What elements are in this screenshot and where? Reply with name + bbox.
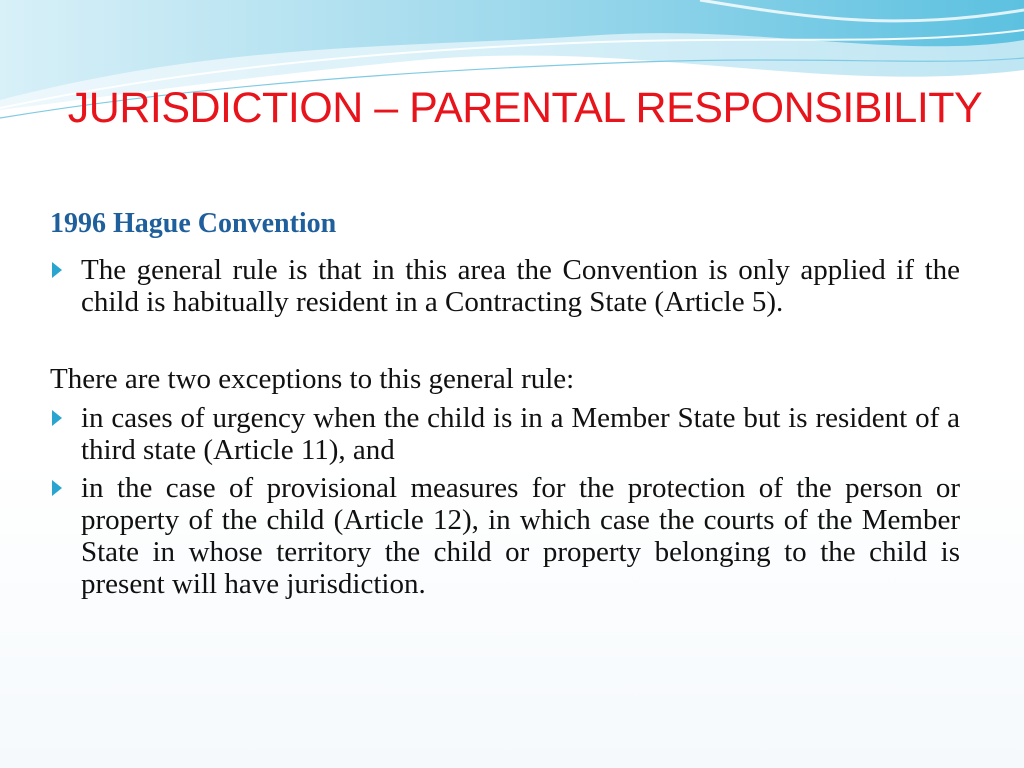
bullet-text: in the case of provisional measures for the protection of the person or property of the child (Article 12), in which case the courts of the Member State in whose territory the child or property belonging to the child is present will have jurisdiction. bbox=[81, 472, 960, 600]
slide-content bbox=[50, 204, 960, 600]
bullet-item bbox=[50, 254, 960, 318]
intro-text: There are two exceptions to this general rule: bbox=[50, 363, 575, 395]
bullet-item bbox=[50, 402, 960, 466]
triangle-right-icon bbox=[52, 262, 62, 278]
bullet-text: in cases of urgency when the child is in a Member State but is resident of a third state (Article 11), and bbox=[81, 402, 960, 466]
triangle-right-icon bbox=[52, 410, 62, 426]
slide-title: JURISDICTION – PARENTAL RESPONSIBILITY bbox=[67, 84, 983, 132]
triangle-right-icon bbox=[52, 480, 62, 496]
bullet-item bbox=[50, 472, 960, 600]
subheading: 1996 Hague Convention bbox=[50, 208, 337, 239]
bullet-text: The general rule is that in this area the Convention is only applied if the child is habitually resident in a Contracting State (Article 5). bbox=[81, 254, 960, 318]
